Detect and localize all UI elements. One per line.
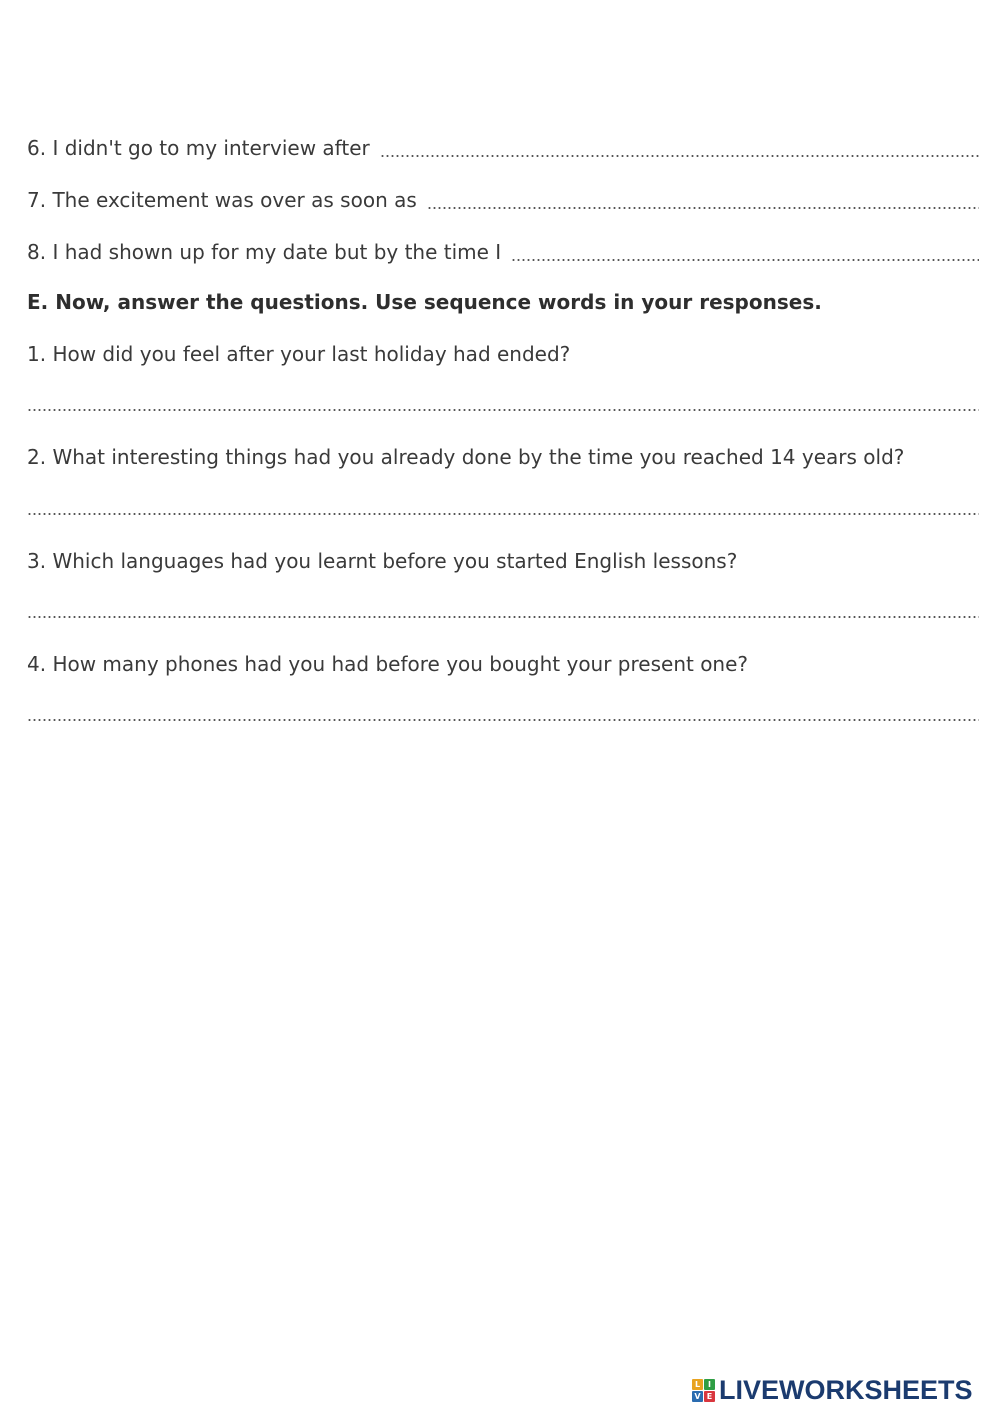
item-8-row [27, 238, 979, 266]
logo-letter-v: V [692, 1391, 703, 1402]
question-2: 2. What interesting things had you already done by the time you reached 14 years old? [27, 445, 905, 469]
question-1: 1. How did you feel after your last holiday had ended? [27, 342, 571, 366]
question-3-answer-line[interactable] [27, 614, 979, 620]
item-7-row [27, 186, 979, 214]
question-4-answer-line[interactable] [27, 717, 979, 723]
liveworksheets-logo [692, 1374, 973, 1406]
question-2-answer-line[interactable] [27, 511, 979, 517]
item-7-prompt: 7. The excitement was over as soon as [27, 188, 417, 212]
item-8-prompt: 8. I had shown up for my date but by the time I [27, 240, 502, 264]
item-8-answer-blank[interactable] [511, 242, 979, 262]
item-6-prompt: 6. I didn't go to my interview after [27, 136, 370, 160]
brand-name: LIVEWORKSHEETS [719, 1374, 973, 1405]
logo-letter-i: I [704, 1379, 715, 1390]
logo-letter-l: L [692, 1379, 703, 1390]
logo-letter-e: E [704, 1391, 715, 1402]
item-6-answer-blank[interactable] [380, 138, 979, 158]
item-7-answer-blank[interactable] [427, 190, 979, 210]
question-1-answer-line[interactable] [27, 407, 979, 413]
item-6-row [27, 134, 979, 162]
logo-mark-icon [692, 1379, 715, 1402]
question-3: 3. Which languages had you learnt before you started English lessons? [27, 549, 738, 573]
question-4: 4. How many phones had you had before you bought your present one? [27, 652, 749, 676]
section-e-heading: E. Now, answer the questions. Use sequence words in your responses. [27, 290, 822, 314]
